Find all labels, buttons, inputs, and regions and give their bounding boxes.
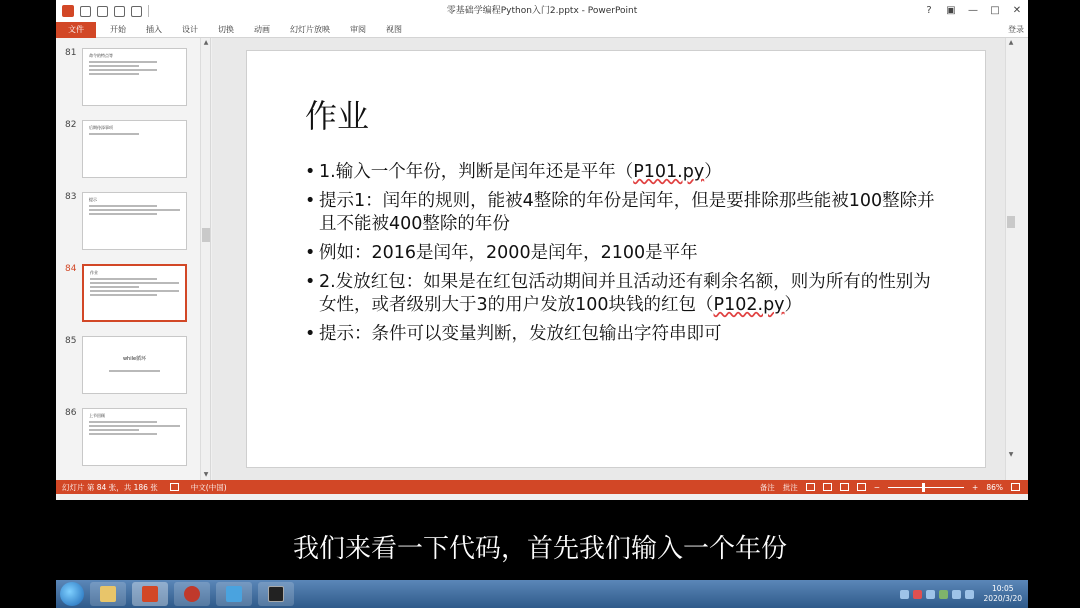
notes-button[interactable]: 备注 (759, 482, 775, 492)
thumbnail-number: 82 (65, 120, 77, 130)
bullet-text: 例如：2016是闰年，2000是闰年，2100是平年 (319, 243, 698, 263)
zoom-level[interactable]: 86% (986, 482, 1003, 492)
thumbnail-preview[interactable] (82, 192, 187, 250)
thumbnail-text-line (90, 278, 157, 280)
comments-button[interactable]: 批注 (782, 482, 798, 492)
close-button[interactable]: ✕ (1012, 5, 1022, 16)
thumbnail-text-line (89, 73, 139, 75)
thumbnail-text-line (89, 61, 157, 63)
bullet-item (305, 190, 945, 236)
slideshow-view-icon[interactable] (857, 483, 866, 491)
thumbnail-text-line (89, 213, 157, 215)
bullet-item (305, 161, 945, 184)
start-button-icon[interactable] (60, 582, 84, 606)
taskbar-terminal[interactable] (258, 582, 294, 606)
zoom-slider[interactable] (888, 487, 964, 488)
fit-to-window-icon[interactable] (1011, 483, 1020, 491)
zoom-in-icon[interactable]: + (972, 482, 979, 492)
thumbnail-number: 83 (65, 192, 77, 202)
maximize-button[interactable]: □ (990, 5, 1000, 16)
tray-app-icon[interactable] (913, 590, 922, 599)
powerpoint-window (56, 0, 1028, 500)
bullet-text: 2.发放红包：如果是在红包活动期间并且活动还有剩余名额，则为所有的性别为女性，或者级别大于3的用户发放100块钱的红包（ (319, 272, 931, 315)
scroll-up-icon[interactable]: ▲ (203, 39, 209, 46)
undo-icon[interactable] (97, 6, 108, 17)
normal-view-icon[interactable] (806, 483, 815, 491)
ribbon-tabs (56, 22, 1028, 38)
taskbar-explorer[interactable] (90, 582, 126, 606)
language-indicator[interactable]: 中文(中国) (190, 482, 227, 492)
slide-bullet-list[interactable] (305, 161, 945, 352)
network-icon[interactable] (952, 590, 961, 599)
tab-insert[interactable]: 插入 (146, 24, 162, 34)
thumbnail-text-line (89, 425, 180, 427)
zoom-out-icon[interactable]: − (873, 482, 881, 492)
tab-review[interactable]: 审阅 (350, 24, 366, 34)
thumbnail-slide-83[interactable] (62, 184, 211, 246)
thumbnail-title: 作业 (90, 270, 98, 275)
terminal-icon (268, 586, 284, 602)
thumbnail-text-line (89, 209, 180, 211)
bullet-text: 提示1：闰年的规则，能被4整除的年份是闰年，但是要排除那些能被100整除并且不能被400整除的年份 (319, 191, 935, 234)
thumbnail-slide-85[interactable] (62, 328, 211, 390)
slide-thumbnail-pane (56, 38, 211, 480)
thumbnail-number: 85 (65, 336, 77, 346)
tray-app-icon[interactable] (939, 590, 948, 599)
title-bar (56, 0, 1028, 22)
help-button[interactable]: ? (926, 5, 932, 16)
bullet-text: 提示：条件可以变量判断，发放红包输出字符串即可 (319, 324, 722, 344)
clock-date: 2020/3/20 (983, 594, 1022, 603)
thumbnail-preview[interactable] (82, 48, 187, 106)
tab-transitions[interactable]: 切换 (218, 24, 234, 34)
powerpoint-logo-icon (62, 5, 74, 17)
tab-home[interactable]: 开始 (110, 24, 126, 34)
save-icon[interactable] (80, 6, 91, 17)
app-icon (226, 586, 242, 602)
presentation-start-icon[interactable] (131, 6, 142, 17)
thumbnail-preview[interactable] (82, 120, 187, 178)
bullet-item (305, 242, 945, 265)
thumbnail-text-line (90, 286, 139, 288)
tab-design[interactable]: 设计 (182, 24, 198, 34)
thumbnail-slide-81[interactable] (62, 40, 211, 102)
windows-taskbar (56, 580, 1028, 608)
thumbnail-text-line (89, 433, 157, 435)
powerpoint-icon (142, 586, 158, 602)
slide-sorter-view-icon[interactable] (823, 483, 832, 491)
quick-access-toolbar (56, 0, 149, 22)
thumbnail-title: 提示 (89, 197, 97, 202)
thumbnail-text-line (89, 421, 157, 423)
thumbnail-text-line (109, 370, 159, 372)
status-bar-right (760, 480, 1020, 494)
help-tray-icon[interactable] (926, 590, 935, 599)
slide-editing-area (212, 38, 1016, 480)
thumbnail-text-line (89, 133, 139, 135)
thumbnail-slide-86[interactable] (62, 400, 211, 462)
video-subtitle: 我们来看一下代码，首先我们输入一个年份 (292, 534, 787, 564)
thumbnail-text-line (90, 290, 179, 292)
scrollbar-thumb[interactable] (202, 228, 210, 242)
thumbnail-text-line (89, 69, 157, 71)
reading-view-icon[interactable] (840, 483, 849, 491)
bullet-item (305, 323, 945, 346)
thumbnail-text-line (90, 282, 179, 284)
thumbnail-text-line (90, 294, 157, 296)
volume-icon[interactable] (965, 590, 974, 599)
toolbar-separator (148, 5, 149, 17)
tab-animations[interactable]: 动画 (254, 24, 270, 34)
bullet-text: 1.输入一个年份，判断是闰年还是平年（ (319, 162, 634, 182)
thumbnail-title: while循环 (122, 356, 147, 362)
input-method-icon[interactable] (900, 590, 909, 599)
system-tray (900, 580, 1022, 608)
thumbnail-preview[interactable] (82, 336, 187, 394)
slide-position-text: 幻灯片 第 84 张，共 186 张 (62, 482, 158, 492)
taskbar-app-3[interactable] (174, 582, 210, 606)
thumbnail-text-line (89, 65, 139, 67)
thumbnail-title: 命令的特点等 (89, 53, 113, 58)
clock-time: 10:05 (991, 584, 1014, 593)
folder-icon (100, 586, 116, 602)
scrollbar-thumb[interactable] (1007, 216, 1015, 228)
zoom-slider-knob[interactable] (922, 483, 925, 492)
thumbnail-preview[interactable] (82, 408, 187, 466)
slide-scrollbar[interactable] (1005, 38, 1016, 480)
redo-icon[interactable] (114, 6, 125, 17)
sign-in-link[interactable]: 登录 (1008, 25, 1024, 34)
bullet-text-after: ） (704, 162, 722, 182)
window-controls (918, 0, 1028, 22)
thumbnail-preview-selected[interactable] (82, 264, 187, 322)
bullet-filename: P102.py (713, 295, 785, 315)
thumbnail-number: 81 (65, 48, 77, 58)
taskbar-app-4[interactable] (216, 582, 252, 606)
tab-file[interactable]: 文件 (56, 22, 96, 38)
scroll-down-icon[interactable]: ▼ (203, 471, 209, 478)
thumbnail-title: 后期待添事项 (89, 125, 113, 130)
taskbar-powerpoint[interactable] (132, 582, 168, 606)
thumbnail-scrollbar[interactable] (200, 38, 211, 480)
tab-view[interactable]: 视图 (386, 24, 402, 34)
slide-title[interactable]: 作业 (305, 97, 370, 135)
app-icon (184, 586, 200, 602)
window-title: 零基础学编程Python入门2.pptx - PowerPoint (446, 6, 638, 16)
thumbnail-slide-82[interactable] (62, 112, 211, 174)
ribbon-display-button[interactable]: ▣ (946, 5, 956, 16)
thumbnail-title: 上节回顾 (89, 413, 105, 418)
thumbnail-number: 86 (65, 408, 77, 418)
thumbnail-number: 84 (65, 264, 77, 274)
thumbnail-slide-84[interactable] (62, 256, 211, 318)
thumbnail-text-line (89, 429, 139, 431)
thumbnail-text-line (89, 205, 157, 207)
bullet-filename: P101.py (633, 162, 705, 182)
status-bar (56, 480, 1028, 494)
current-slide[interactable] (246, 50, 986, 468)
scroll-down-icon[interactable]: ▼ (1008, 451, 1014, 458)
spell-check-icon[interactable] (170, 483, 179, 491)
bullet-text-after: ） (784, 295, 803, 315)
system-clock[interactable] (984, 584, 1022, 604)
minimize-button[interactable]: — (968, 5, 978, 16)
bullet-item (305, 271, 945, 317)
tab-slideshow[interactable]: 幻灯片放映 (290, 24, 330, 34)
scroll-up-icon[interactable]: ▲ (1008, 39, 1014, 46)
